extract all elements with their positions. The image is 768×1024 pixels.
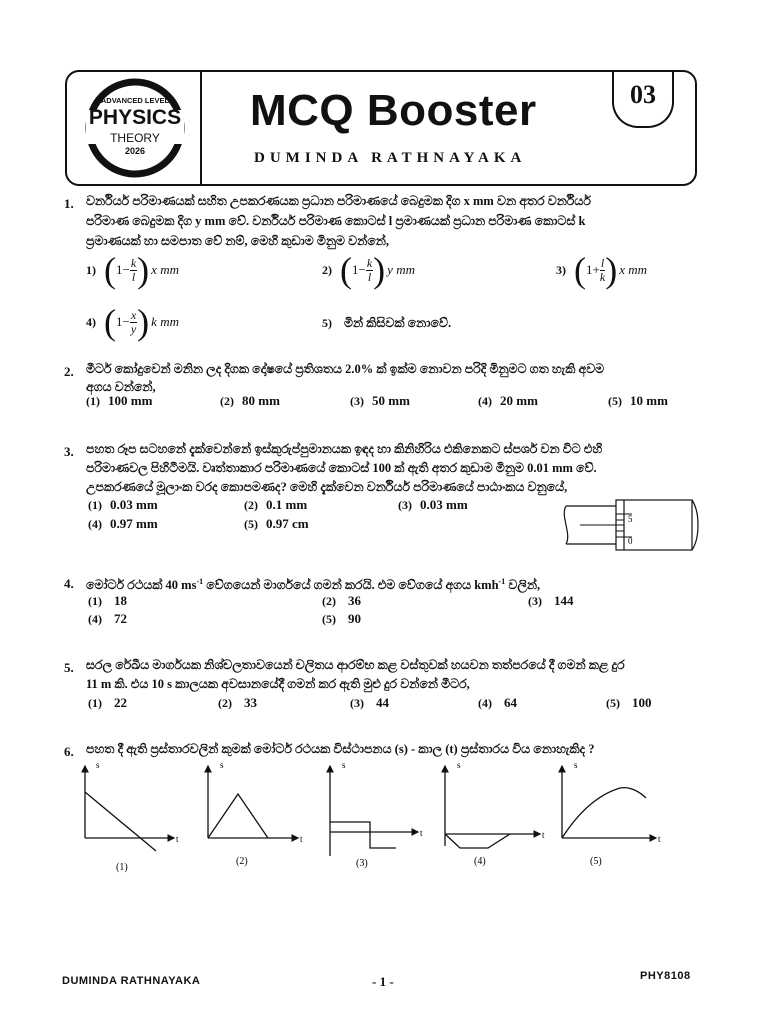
q5-opt3-num: (3): [350, 696, 364, 710]
graph-4-axis-s: s: [457, 760, 461, 770]
graph-2-axis-s: s: [220, 760, 224, 770]
q3-option-5: [244, 515, 309, 533]
q3-option-2: [244, 496, 307, 514]
q4-opt5-value: 90: [348, 611, 361, 626]
math-one: 1−: [116, 262, 130, 277]
graph-1-axis-s: s: [96, 760, 100, 770]
q3-number: 3.: [64, 444, 74, 459]
q5-opt1-value: 22: [114, 695, 127, 710]
q1-number: 1.: [64, 196, 74, 211]
paren-close: ): [137, 302, 150, 342]
q4-opt2-value: 36: [348, 593, 361, 608]
q2-option-2: [220, 392, 280, 410]
q1-line3: ප්‍රමාණයක් හා සමපාත වේ නම්, මෙහි කුඩාම මිනුම වන්නේ,: [86, 234, 390, 248]
q5-opt4-value: 64: [504, 695, 517, 710]
fraction-x-over-y: $\frac{x}{y}$: [130, 307, 137, 336]
q2-opt2-value: 80 mm: [242, 393, 280, 408]
q1-line1: වර්නියර් පරිමාණයක් සහිත උපකරණයක ප්‍රධාන පරිමාණයේ බෙදුමක දිග x mm වන අතර වර්නියර්: [86, 194, 591, 208]
q5-opt5-num: (5): [606, 696, 620, 710]
fraction-l-over-k: $\frac{l}{k}$: [599, 255, 606, 284]
q3-option-3: [398, 496, 468, 514]
page-title: MCQ Booster: [250, 86, 537, 135]
q4-opt4-num: (4): [88, 612, 102, 626]
q3-opt2-value: 0.1 mm: [266, 497, 308, 512]
q4-opt1-value: 18: [114, 593, 127, 608]
q3-line1: පහත රූප සටහනේ දැක්වෙන්නේ ඉස්කුරුප්පුමානයක ඉඳද හා කිනිහිරිය එකිනෙකට ස්පර්ශ වන විට එහි: [86, 442, 603, 456]
q3-opt4-num: (4): [88, 517, 102, 531]
q1-opt1-num: 1): [86, 262, 96, 277]
q1-line2: පරිමාණ බෙදුමක දිග y mm වේ. වර්නියර් පරිමාණ කොටස් l ප්‍රමාණයක් ප්‍රධාන පරිමාණ කොටස් k: [86, 214, 586, 228]
paren-open: (: [104, 250, 116, 290]
q5-option-4: [478, 694, 517, 712]
q2-opt5-num: (5): [608, 394, 622, 408]
q4-opt3-num: (3): [528, 594, 542, 608]
q4-sup-b: -1: [498, 577, 506, 586]
q4-opt1-num: (1): [88, 594, 102, 608]
graph-5-label: (5): [590, 856, 602, 867]
graph-5-axis-s: s: [574, 760, 578, 770]
q4-text: [86, 572, 540, 595]
q1-option-4: [86, 302, 179, 342]
q5-number: 5.: [64, 660, 74, 675]
q5-opt1-num: (1): [88, 696, 102, 710]
paren-close: ): [373, 250, 386, 290]
q3-option-4: [88, 515, 158, 533]
footer-author: DUMINDA RATHNAYAKA: [62, 975, 201, 987]
q3-opt3-value: 0.03 mm: [420, 497, 468, 512]
graph-5-axis-t: t: [658, 834, 661, 844]
q3-line3: උපකරණයේ මූලාංක වරද කොපමණද? මෙහි දැක්වෙන වර්නියර් පරිමාණයේ පාඨාංකය වනුයේ,: [86, 480, 568, 494]
physics-logo: [80, 76, 190, 180]
graph-3: [330, 760, 423, 869]
q1-opt5-num: 5): [322, 316, 332, 330]
q3-opt3-num: (3): [398, 498, 412, 512]
st-graphs: [70, 758, 710, 878]
footer-page-number: - 1 -: [372, 974, 394, 989]
math-one: 1−: [352, 262, 366, 277]
q2-opt5-value: 10 mm: [630, 393, 668, 408]
graph-1-axis-t: t: [176, 834, 179, 844]
q2-line2: අගය වන්නේ,: [86, 380, 156, 394]
q3-line2: පරිමාණවල පිහිටීමයි. වෘත්තාකාර පරිමාණයේ කොටස් 100 ක් ඇති අතර කුඩාම මිනුම 0.01 mm වේ.: [86, 461, 597, 475]
graph-4: [445, 760, 545, 867]
q2-option-4: [478, 392, 538, 410]
q2-number: 2.: [64, 364, 74, 379]
q1-opt2-num: 2): [322, 262, 332, 277]
q4-opt5-num: (5): [322, 612, 336, 626]
q2-opt2-num: (2): [220, 394, 234, 408]
paren-close: ): [605, 250, 618, 290]
graph-3-label: (3): [356, 858, 368, 869]
q1-option-3: [556, 250, 647, 290]
q4-opt3-value: 144: [554, 593, 574, 608]
q4-option-5: [322, 610, 361, 628]
q1-opt3-num: 3): [556, 262, 566, 277]
fraction-k-over-l: $\frac{k}{l}$: [130, 255, 137, 284]
q4-option-2: [322, 592, 361, 610]
q5-opt2-num: (2): [218, 696, 232, 710]
micrometer-diagram: [560, 492, 704, 558]
q4-sup-a: -1: [196, 577, 204, 586]
q5-opt2-value: 33: [244, 695, 257, 710]
q4-option-4: [88, 610, 127, 628]
graph-1-label: (1): [116, 862, 128, 873]
graph-4-label: (4): [474, 856, 486, 867]
q1-opt5-text: මින් කිසිවක් නොවේ.: [344, 316, 452, 330]
q1-opt4-suffix: k mm: [151, 314, 179, 329]
graph-5: [562, 760, 661, 867]
q2-option-1: [86, 392, 152, 410]
q1-option-1: [86, 250, 179, 290]
math-one: 1−: [116, 314, 130, 329]
q2-opt1-value: 100 mm: [108, 393, 153, 408]
q3-opt2-num: (2): [244, 498, 258, 512]
q5-opt5-value: 100: [632, 695, 652, 710]
graph-3-axis-s: s: [342, 760, 346, 770]
q4-opt4-value: 72: [114, 611, 127, 626]
q4-opt2-num: (2): [322, 594, 336, 608]
q1-option-5: [322, 314, 451, 333]
math-one: 1+: [586, 262, 600, 277]
q2-line1: මීටර් කෝදුවෙන් මනින ලද දිගක දෝෂයේ ප්‍රතිශතය 2.0% ක් ඉක්ම නොවන පරිදි මිනුමට ගත හැකි අවම: [86, 362, 605, 376]
q4-text-a: මෝටර් රථයක් 40 ms: [86, 578, 197, 593]
footer-code: PHY8108: [640, 970, 691, 982]
graph-3-axis-t: t: [420, 828, 423, 838]
q4-option-1: [88, 592, 127, 610]
q5-option-5: [606, 694, 652, 712]
q2-option-3: [350, 392, 410, 410]
header-divider: [200, 70, 202, 186]
q5-opt3-value: 44: [376, 695, 389, 710]
graph-1: [85, 760, 179, 873]
graph-2-axis-t: t: [300, 834, 303, 844]
q2-opt3-value: 50 mm: [372, 393, 410, 408]
logo-line2: PHYSICS: [88, 106, 182, 129]
q3-opt1-num: (1): [88, 498, 102, 512]
q3-opt1-value: 0.03 mm: [110, 497, 158, 512]
author-name: DUMINDA RATHNAYAKA: [254, 150, 527, 166]
q1-opt3-suffix: x mm: [619, 262, 647, 277]
q3-opt5-value: 0.97 cm: [266, 516, 309, 531]
q5-line2: 11 m කි. එය 10 s කාලයක අවසානයේදී ගමන් කර ඇති මුළු දුර වන්නේ මීටර,: [86, 677, 470, 691]
logo-line4: 2026: [124, 146, 146, 156]
graph-4-axis-t: t: [542, 830, 545, 840]
paren-open: (: [104, 302, 116, 342]
q5-option-3: [350, 694, 389, 712]
q4-number: 4.: [64, 576, 74, 591]
graph-2: [208, 760, 303, 867]
q4-option-3: [528, 592, 574, 610]
q6-number: 6.: [64, 744, 74, 759]
q1-option-2: [322, 250, 415, 290]
q1-opt2-suffix: y mm: [387, 262, 415, 277]
q3-option-1: [88, 496, 158, 514]
q5-opt4-num: (4): [478, 696, 492, 710]
logo-line1: ADVANCED LEVEL: [100, 96, 170, 105]
q6-line1: පහත දී ඇති ප්‍රස්තාරවලින් කුමක් මෝටර් රථයක විස්ථාපනය (s) - කාල (t) ප්‍රස්තාරය විය නොහැකිද ?: [86, 742, 595, 756]
scale-label-0: 0: [628, 536, 633, 546]
q2-opt4-value: 20 mm: [500, 393, 538, 408]
page-number-tab: 03: [612, 70, 674, 128]
q5-option-1: [88, 694, 127, 712]
q4-text-c: වලින්,: [505, 578, 541, 593]
graph-2-label: (2): [236, 856, 248, 867]
paren-close: ): [137, 250, 150, 290]
q1-opt1-suffix: x mm: [151, 262, 179, 277]
logo-line3: THEORY: [110, 131, 160, 145]
q3-opt5-num: (5): [244, 517, 258, 531]
q4-text-b: වේගයෙන් මාර්ගයේ ගමන් කරයි. එම වේගයේ අගය kmh: [203, 578, 499, 593]
q2-opt1-num: (1): [86, 394, 100, 408]
q1-opt4-num: 4): [86, 314, 96, 329]
paren-open: (: [340, 250, 352, 290]
paren-open: (: [574, 250, 586, 290]
q2-option-5: [608, 392, 668, 410]
scale-label-5: 5: [628, 514, 633, 524]
q5-line1: සරල රේඛීය මාර්ගයක නිශ්චලතාවයෙන් චලිතය ආරම්භ කළ වස්තුවක් හයවන තත්පරයේ දී ගමන් කළ දුර: [86, 658, 625, 672]
q5-option-2: [218, 694, 257, 712]
fraction-k-over-l: $\frac{k}{l}$: [366, 255, 373, 284]
q2-opt4-num: (4): [478, 394, 492, 408]
q3-opt4-value: 0.97 mm: [110, 516, 158, 531]
q2-opt3-num: (3): [350, 394, 364, 408]
